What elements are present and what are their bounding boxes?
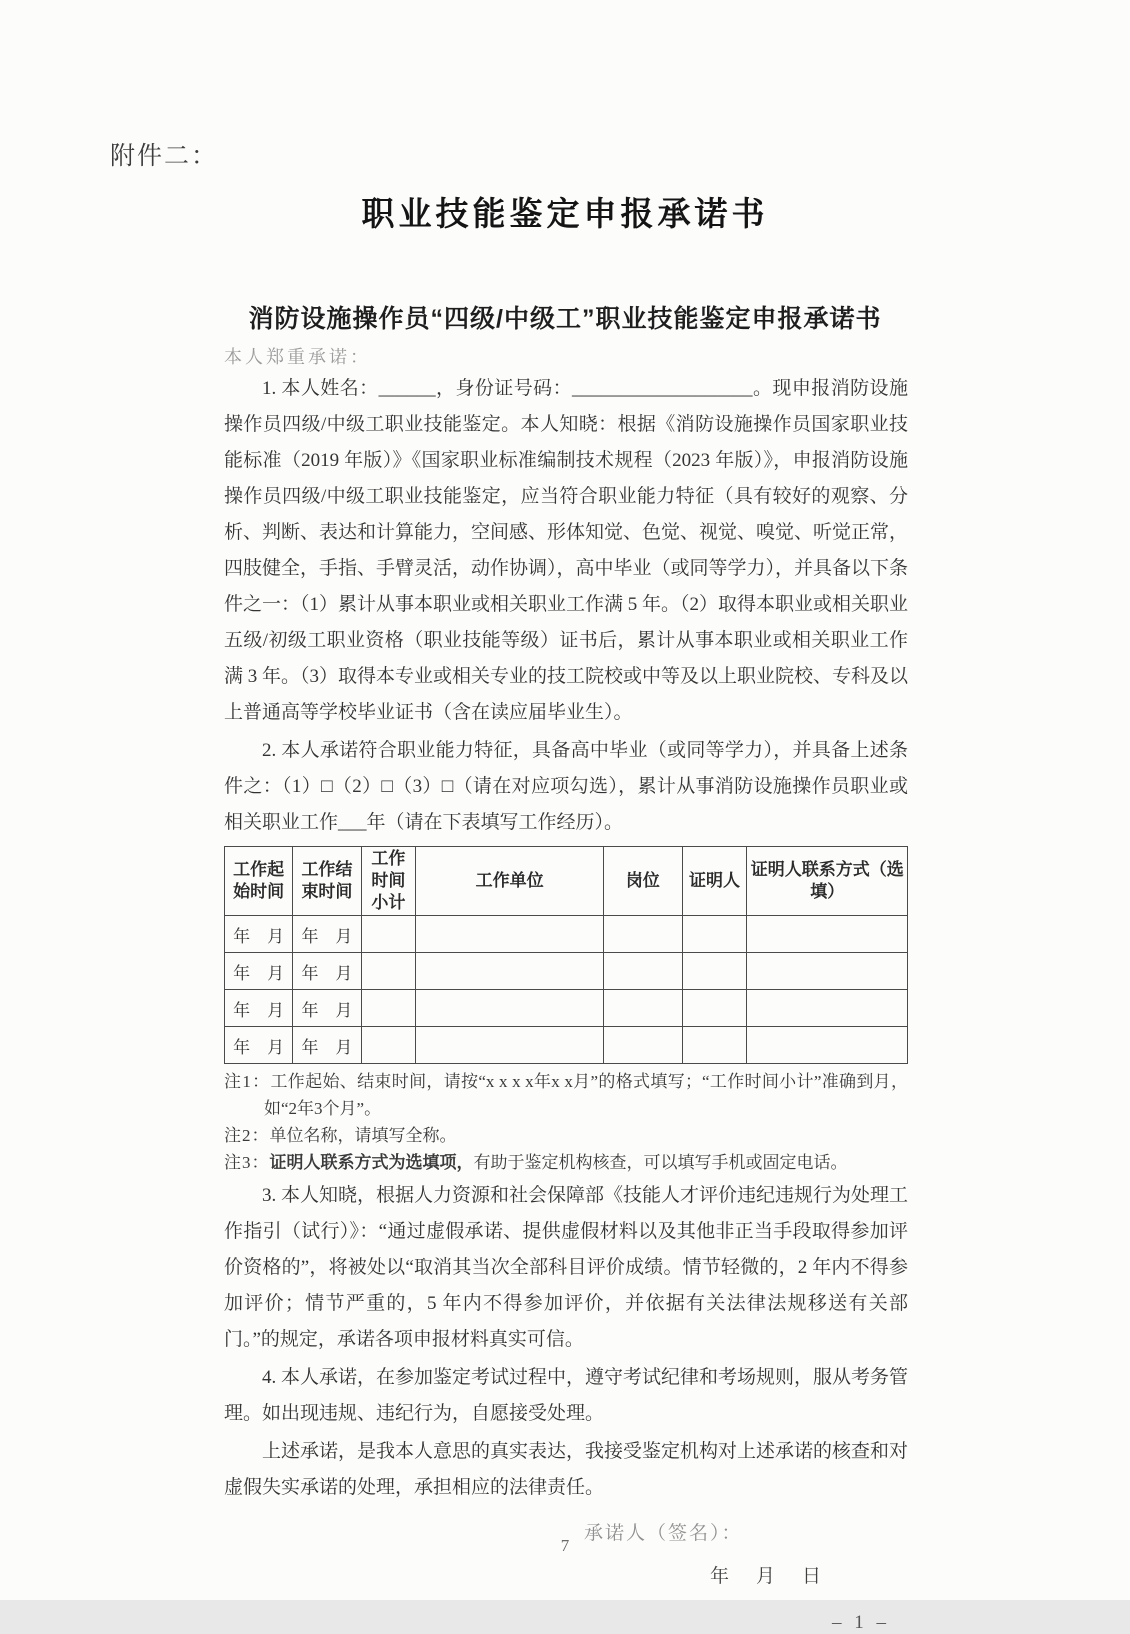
notes-section bbox=[224, 1068, 908, 1176]
paragraph-3: 3. 本人知晓，根据人力资源和社会保障部《技能人才评价违纪违规行为处理工作指引（试行）》：“通过虚假承诺、提供虚假材料以及其他非正当手段取得参加评价资格的”，将被处以“取消其当次全部科目评价成绩。情节轻微的，2 年内不得参加评价；情节严重的，5 年内不得参加评价，并依据有关法律法规移送有关部门。”的规定，承诺各项申报材料真实可信。 bbox=[224, 1185, 909, 1350]
cell-start-time: 年 月 bbox=[225, 1027, 293, 1064]
col-header-witness-contact: 证明人联系方式（选填） bbox=[747, 847, 908, 916]
document-body bbox=[224, 343, 908, 1634]
note-1 bbox=[224, 1068, 908, 1122]
date-label: 年 月 日 bbox=[710, 1566, 826, 1587]
note-text: 单位名称，请填写全称。 bbox=[269, 1126, 457, 1145]
cell-end-time: 年 月 bbox=[293, 1027, 361, 1064]
cell-witness-contact bbox=[747, 990, 908, 1027]
cell-start-time: 年 月 bbox=[225, 990, 293, 1027]
cell-post bbox=[604, 990, 683, 1027]
cell-post bbox=[604, 953, 683, 990]
note-label: 注1： bbox=[224, 1072, 271, 1091]
col-header-witness: 证明人 bbox=[682, 847, 747, 916]
cell-employer bbox=[416, 916, 604, 953]
paragraph-1: 1. 本人姓名：______，身份证号码：___________________。现申报消防设施操作员四级/中级工职业技能鉴定。本人知晓：根据《消防设施操作员国家职业技能标准（2019 年版）》《国家职业标准编制技术规程（2023 年版）》，申报消防设施操作员四级/中级工职业技能鉴定，应当符合职业能力特征（具有较好的观察、分析、判断、表达和计算能力，空间感、形体知觉、色觉、视觉、嗅觉、听觉正常，四肢健全，手指、手臂灵活，动作协调），高中毕业（或同等学力），并具备以下条件之一：（1）累计从事本职业或相关职业工作满 5 年。（2）取得本职业或相关职业五级/初级工职业资格（职业技能等级）证书后，累计从事本职业或相关职业工作满 3 年。（3）取得本专业或相关专业的技工院校或中等及以上职业院校、专科及以上普通高等学校毕业证书（含在读应届毕业生）。 bbox=[224, 378, 909, 723]
page-subtitle: 消防设施操作员“四级/中级工”职业技能鉴定申报承诺书 bbox=[248, 305, 882, 333]
cell-end-time: 年 月 bbox=[293, 916, 361, 953]
table-row bbox=[225, 990, 908, 1027]
cell-subtotal bbox=[361, 953, 416, 990]
cell-subtotal bbox=[361, 916, 416, 953]
signer-label: 承诺人（签名）： bbox=[584, 1523, 743, 1544]
cell-post bbox=[604, 916, 683, 953]
col-header-post: 岗位 bbox=[604, 847, 683, 916]
note-3 bbox=[224, 1149, 908, 1176]
page-number: 7 bbox=[560, 1536, 570, 1555]
attachment-label: 附件二： bbox=[110, 143, 219, 170]
note-text: 有助于鉴定机构核查，可以填写手机或固定电话。 bbox=[473, 1153, 848, 1172]
cell-employer bbox=[416, 953, 604, 990]
cell-employer bbox=[416, 990, 604, 1027]
paragraph-4: 4. 本人承诺，在参加鉴定考试过程中，遵守考试纪律和考场规则，服从考务管理。如出现违规、违纪行为，自愿接受处理。 bbox=[224, 1367, 909, 1424]
closing-paragraph: 上述承诺，是我本人意思的真实表达，我接受鉴定机构对上述承诺的核查和对虚假失实承诺的处理，承担相应的法律责任。 bbox=[224, 1441, 909, 1498]
cell-witness-contact bbox=[747, 1027, 908, 1064]
cell-end-time: 年 月 bbox=[293, 953, 361, 990]
cell-witness bbox=[682, 916, 747, 953]
table-header-row bbox=[225, 847, 908, 916]
note-text-emphasis: 证明人联系方式为选填项， bbox=[269, 1153, 474, 1172]
cell-witness-contact bbox=[747, 916, 908, 953]
col-header-subtotal: 工作时间小计 bbox=[361, 847, 416, 916]
col-header-end-time: 工作结束时间 bbox=[293, 847, 361, 916]
table-row bbox=[225, 953, 908, 990]
cell-start-time: 年 月 bbox=[225, 953, 293, 990]
page-title: 职业技能鉴定申报承诺书 bbox=[361, 195, 769, 232]
note-text: 工作起始、结束时间，请按“x x x x年x x月”的格式填写；“工作时间小计”准确到月，如“2年3个月”。 bbox=[264, 1072, 909, 1118]
col-header-start-time: 工作起始时间 bbox=[225, 847, 293, 916]
note-2 bbox=[224, 1122, 908, 1149]
cell-witness bbox=[682, 953, 747, 990]
note-label: 注3： bbox=[224, 1153, 270, 1172]
note-label: 注2： bbox=[224, 1126, 270, 1145]
salutation: 本人郑重承诺： bbox=[224, 347, 371, 367]
cell-witness-contact bbox=[747, 953, 908, 990]
paragraph-2: 2. 本人承诺符合职业能力特征，具备高中毕业（或同等学力），并具备上述条件之：（1）□（2）□（3）□（请在对应项勾选），累计从事消防设施操作员职业或相关职业工作___年（请在下表填写工作经历）。 bbox=[224, 740, 908, 833]
cell-witness bbox=[682, 1027, 747, 1064]
cell-post bbox=[604, 1027, 683, 1064]
cell-employer bbox=[416, 1027, 604, 1064]
cell-witness bbox=[682, 990, 747, 1027]
page-marker: – 1 – bbox=[832, 1612, 890, 1633]
col-header-employer: 工作单位 bbox=[416, 847, 604, 916]
cell-start-time: 年 月 bbox=[225, 916, 293, 953]
work-history-table bbox=[224, 846, 908, 1064]
cell-subtotal bbox=[361, 1027, 416, 1064]
table-row bbox=[225, 1027, 908, 1064]
cell-end-time: 年 月 bbox=[293, 990, 361, 1027]
cell-subtotal bbox=[361, 990, 416, 1027]
table-row bbox=[225, 916, 908, 953]
